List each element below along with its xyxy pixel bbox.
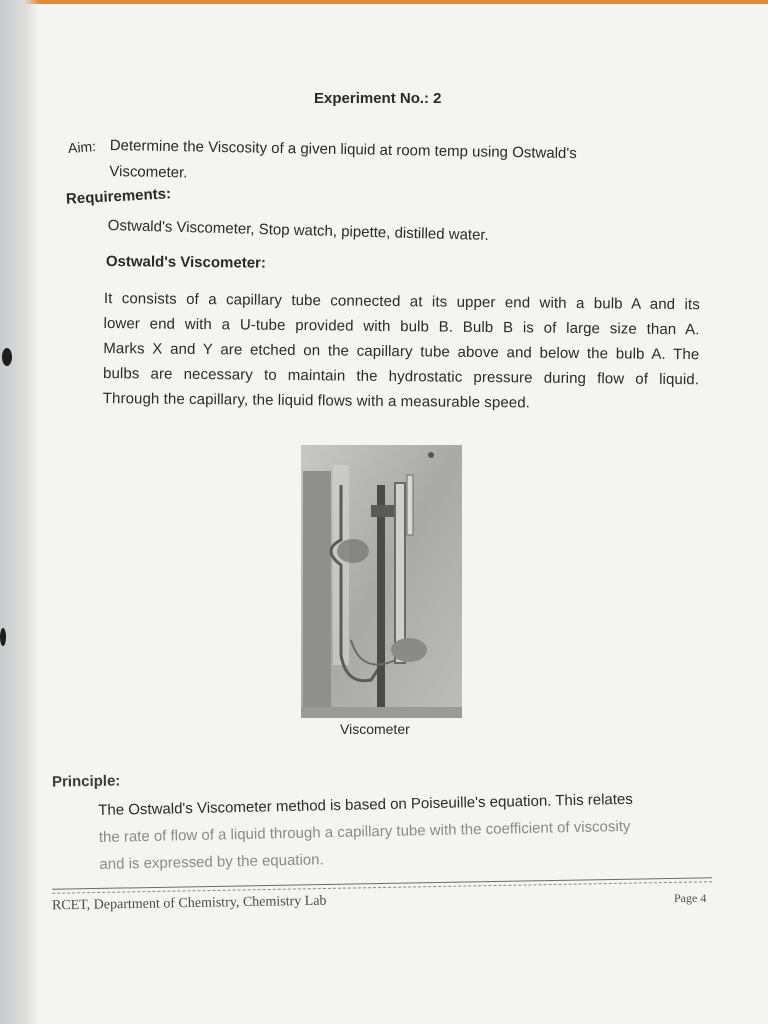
binder-hole (0, 628, 6, 646)
viscometer-illustration (301, 445, 462, 718)
principle-line: and is expressed by the equation. (99, 851, 324, 873)
requirements-text: Ostwald's Viscometer, Stop watch, pipette, distilled water. (107, 217, 489, 244)
description-line: bulbs are necessary to maintain the hydrostatic pressure during flow of liquid. (102, 364, 700, 389)
aim-label: Aim: (67, 138, 97, 156)
description-line: It consists of a capillary tube connected at its upper end with a bulb A and its (103, 289, 700, 314)
description-line: lower end with a U-tube provided with bulb B. Bulb B is of large size than A. (103, 314, 700, 339)
aim-text: Determine the Viscosity of a given liquid at room temp using Ostwald's Viscometer. (109, 136, 577, 182)
principle-line: The Ostwald's Viscometer method is based on Poiseuille's equation. This relates (98, 790, 633, 819)
description-line: Through the capillary, the liquid flows with a measurable speed. (102, 389, 531, 412)
principle-text (98, 784, 712, 878)
footer-page-number: Page 4 (674, 891, 707, 905)
requirements-label: Requirements: (65, 185, 172, 208)
footer-department: RCET, Department of Chemistry, Chemistry Lab (51, 893, 327, 914)
viscometer-photo (301, 445, 462, 718)
viscometer-description (103, 286, 700, 417)
viscometer-heading: Ostwald's Viscometer: (105, 253, 267, 272)
principle-line: the rate of flow of a liquid through a capillary tube with the coefficient of viscosity (98, 817, 631, 846)
description-line: Marks X and Y are etched on the capillary tube above and below the bulb A. The (103, 339, 700, 364)
scan-shadow (0, 0, 40, 1024)
figure-caption: Viscometer (340, 721, 410, 737)
experiment-title: Experiment No.: 2 (314, 90, 442, 107)
principle-label: Principle: (51, 772, 121, 791)
binder-hole (2, 348, 12, 366)
